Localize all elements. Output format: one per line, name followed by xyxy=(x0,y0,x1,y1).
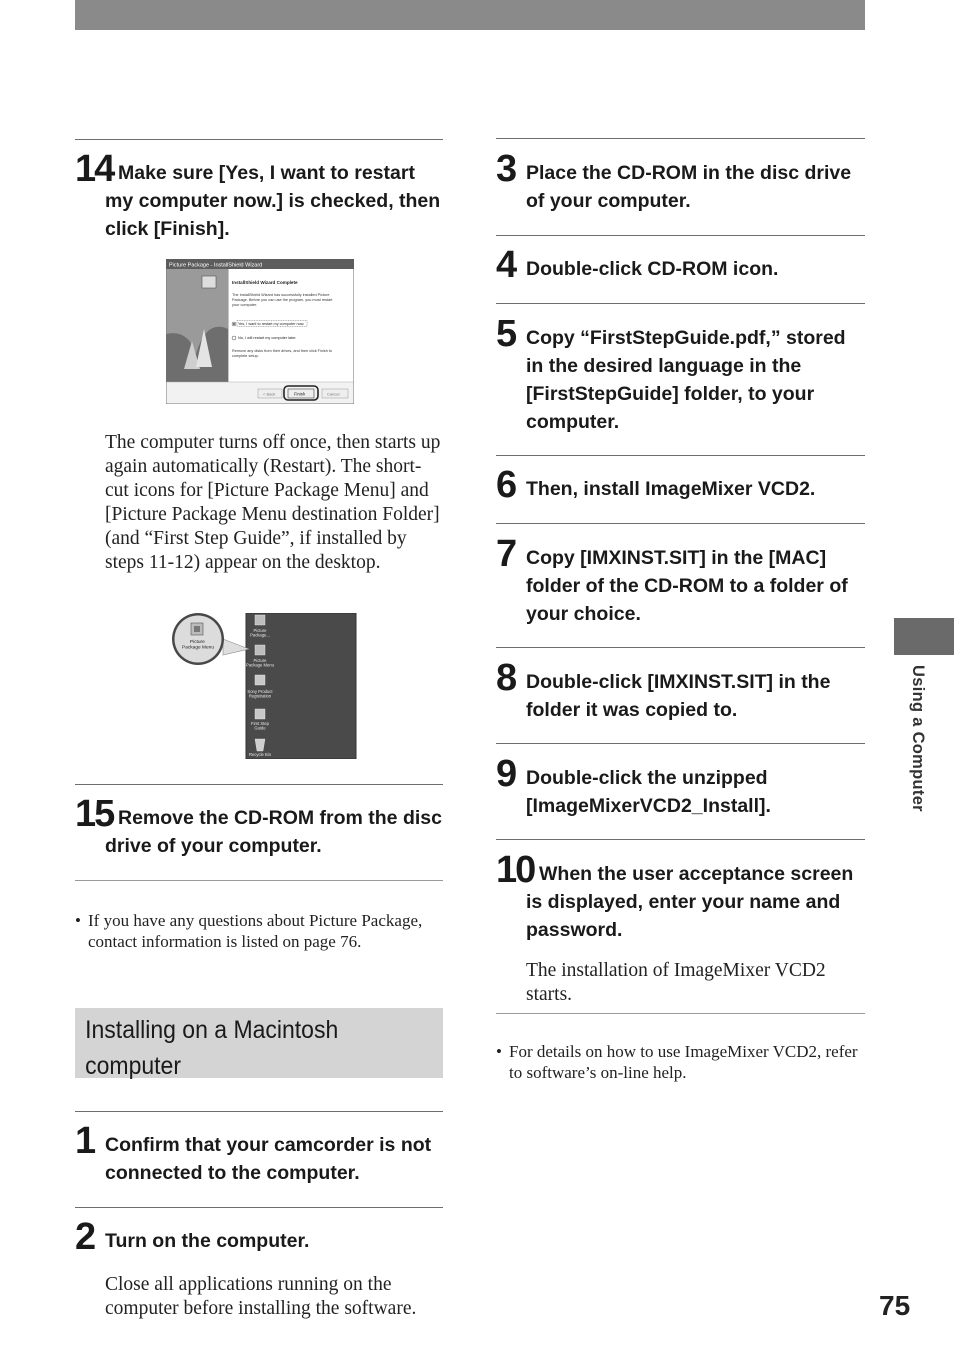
divider xyxy=(75,139,443,140)
page-number: 75 xyxy=(879,1290,911,1321)
divider xyxy=(496,523,865,524)
step-8 xyxy=(496,659,868,724)
svg-text:Guide: Guide xyxy=(254,725,266,731)
step-15 xyxy=(75,795,445,860)
step-7 xyxy=(496,535,868,628)
bullet: • xyxy=(496,1042,502,1061)
step-instruction: Place the CD-ROM in the disc drive of your computer. xyxy=(526,162,852,212)
step-9 xyxy=(496,755,868,820)
bullet: • xyxy=(75,911,81,930)
divider xyxy=(496,839,865,840)
step-number: 1 xyxy=(75,1120,96,1162)
svg-text:First Step: First Step xyxy=(251,721,269,726)
step-number: 9 xyxy=(496,753,517,795)
section-heading xyxy=(75,1008,443,1078)
desktop-screenshot xyxy=(171,613,357,759)
divider xyxy=(75,784,443,785)
step-instruction: Then, install ImageMixer VCD2. xyxy=(526,478,816,500)
divider xyxy=(496,743,865,744)
option-yes: Yes, I want to restart my computer now. xyxy=(238,322,305,326)
chapter-tab xyxy=(894,618,954,655)
step-number: 5 xyxy=(496,313,517,355)
step-instruction: When the user acceptance screen is displayed, enter your name and password. xyxy=(526,863,854,941)
step-1 xyxy=(75,1122,445,1187)
divider xyxy=(496,1013,865,1014)
step-instruction: Copy “FirstStepGuide.pdf,” stored in the desired language in the [FirstStepGuide] folder, to your computer. xyxy=(526,327,846,433)
step-number: 6 xyxy=(496,464,517,506)
step-instruction: Copy [IMXINST.SIT] in the [MAC] folder of the CD-ROM to a folder of your choice. xyxy=(526,547,848,625)
step-number: 4 xyxy=(496,244,517,286)
installer-icon xyxy=(202,276,216,288)
step-2 xyxy=(75,1216,445,1258)
divider xyxy=(75,1207,443,1208)
step-10-description: The installation of ImageMixer VCD2 starts. xyxy=(526,960,826,1005)
option-no: No, I will restart my computer later. xyxy=(238,336,297,340)
step-number: 2 xyxy=(75,1216,96,1258)
divider xyxy=(496,235,865,236)
step-3 xyxy=(496,150,868,215)
step-2-description: Close all applications running on the computer before installing the software. xyxy=(105,1274,417,1319)
svg-text:Picture Package Menu: Picture Package Menu xyxy=(182,640,214,651)
svg-text:Picture: Picture xyxy=(253,658,267,663)
step-5 xyxy=(496,315,868,436)
step-number: 14 xyxy=(75,148,114,190)
step-6 xyxy=(496,464,868,506)
step-4 xyxy=(496,244,868,286)
note-item xyxy=(496,1041,861,1083)
step-instruction: Double-click the unzipped [ImageMixerVCD2_Install]. xyxy=(526,767,771,817)
step-instruction: Turn on the computer. xyxy=(105,1230,310,1252)
step-number: 10 xyxy=(496,849,535,891)
wizard-body: The InstallShield Wizard has successfully installed Picture Package. Before you can use the program, you must restart your computer. xyxy=(232,293,333,307)
wizard-footer: Remove any disks from their drives, and then click Finish to complete setup. xyxy=(232,349,333,358)
wizard-heading: InstallShield Wizard Complete xyxy=(232,280,298,285)
note-text: If you have any questions about Picture Package, contact information is listed on page 76. xyxy=(88,911,423,951)
divider xyxy=(496,647,865,648)
wizard-screenshot xyxy=(166,259,354,404)
step-number: 8 xyxy=(496,657,517,699)
step-instruction: Double-click [IMXINST.SIT] in the folder it was copied to. xyxy=(526,671,831,721)
back-button: < Back xyxy=(263,391,276,397)
step-instruction: Confirm that your camcorder is not connected to the computer. xyxy=(105,1134,432,1184)
step-number: 3 xyxy=(496,148,517,190)
step-number: 7 xyxy=(496,533,517,575)
wizard-title: Picture Package - InstallShield Wizard xyxy=(169,262,263,269)
step-instruction: Make sure [Yes, I want to restart my computer now.] is checked, then click [Finish]. xyxy=(105,162,441,240)
step-10 xyxy=(496,851,868,944)
step-instruction: Remove the CD-ROM from the disc drive of your computer. xyxy=(105,807,442,857)
divider xyxy=(496,138,865,139)
section-heading-text: Installing on a Macintosh computer xyxy=(85,1016,339,1080)
step-number: 15 xyxy=(75,793,114,835)
chapter-label: Using a Computer xyxy=(909,665,927,812)
header-bar xyxy=(75,0,865,30)
divider xyxy=(496,455,865,456)
note-item xyxy=(75,910,435,952)
divider xyxy=(75,1111,443,1112)
svg-text:Picture: Picture xyxy=(253,628,267,633)
step-14-description: The computer turns off once, then starts up again automatically (Restart). The short-cut icons for [Picture Package Menu] and [Picture Package Menu destination Folder] (and “First Step Guide”, if installed by steps 11-12) appear on the desktop. xyxy=(105,432,441,573)
svg-text:Recycle Bin: Recycle Bin xyxy=(248,752,272,757)
finish-button: Finish xyxy=(294,391,306,397)
svg-text:Registration: Registration xyxy=(248,693,272,699)
cancel-button: Cancel xyxy=(327,391,340,397)
svg-text:Sony Product: Sony Product xyxy=(247,689,273,694)
step-14 xyxy=(75,150,445,243)
note-text: For details on how to use ImageMixer VCD2, refer to software’s on-line help. xyxy=(509,1042,858,1082)
svg-text:Package Menu: Package Menu xyxy=(246,662,274,668)
divider xyxy=(496,303,865,304)
divider xyxy=(75,880,443,881)
svg-text:Package...: Package... xyxy=(250,632,270,638)
step-instruction: Double-click CD-ROM icon. xyxy=(526,258,779,280)
